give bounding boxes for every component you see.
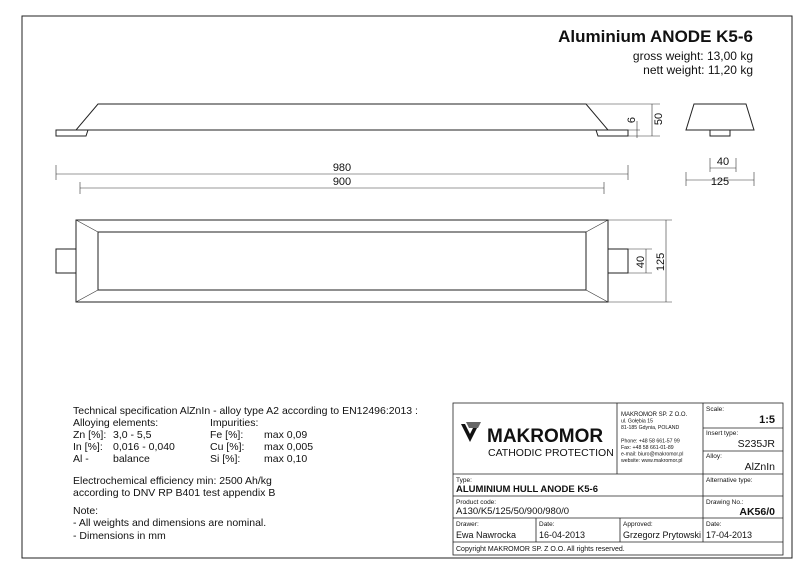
- address-line: Phone: +48 58 661-57 99: [621, 438, 680, 445]
- scale-label: Scale:: [706, 406, 725, 413]
- drawing-title: Aluminium ANODE K5-6: [558, 27, 753, 46]
- approved-label: Approved:: [623, 521, 653, 528]
- alloying-element: In [%]:: [73, 441, 103, 453]
- side-view-left-insert: [56, 130, 88, 136]
- address-line: e-mail: biuro@makromor.pl: [621, 451, 684, 458]
- spec-heading: Technical specification AlZnIn - alloy type A2 according to EN12496:2013 :: [73, 405, 418, 417]
- note-line-2: - Dimensions in mm: [73, 530, 166, 542]
- end-view-body: [686, 104, 754, 130]
- impurities-label: Impurities:: [210, 417, 259, 429]
- insert-type-value: S235JR: [737, 438, 775, 450]
- side-view-right-insert: [596, 130, 628, 136]
- type-value: ALUMINIUM HULL ANODE K5-6: [456, 484, 598, 495]
- date1-value: 16-04-2013: [539, 530, 586, 540]
- scale-value: 1:5: [759, 414, 775, 426]
- makromor-logo: [461, 422, 614, 459]
- alt-type-label: Alternative type:: [706, 477, 753, 484]
- alloy-value: AlZnIn: [744, 461, 775, 473]
- company-address: [621, 412, 688, 464]
- gross-weight: gross weight: 13,00 kg: [632, 49, 753, 63]
- nett-weight: nett weight: 11,20 kg: [643, 63, 753, 77]
- dim-end-bottom-width: 125: [710, 176, 730, 188]
- alloying-value: 3,0 - 5,5: [113, 429, 152, 441]
- company-name: MAKROMOR: [487, 426, 604, 447]
- address-line: ul. Gołębia 15: [621, 418, 654, 425]
- product-code-value: A130/K5/125/50/900/980/0: [456, 506, 570, 517]
- impurity-value: max 0,005: [264, 441, 314, 453]
- dim-flange-height: 6: [626, 116, 638, 124]
- drawing-no-value: AK56/0: [739, 506, 775, 518]
- date1-label: Date:: [539, 521, 555, 528]
- length-dimensions: [56, 162, 628, 194]
- dim-body-length: 900: [332, 176, 352, 188]
- end-view-insert: [710, 130, 730, 136]
- address-line: MAKROMOR SP. Z O.O.: [621, 412, 688, 418]
- title-block: [453, 403, 783, 555]
- dim-total-height: 50: [653, 112, 665, 126]
- note-line-1: - All weights and dimensions are nominal.: [73, 517, 267, 529]
- impurity-element: Si [%]:: [210, 453, 241, 465]
- efficiency-line-2: according to DNV RP B401 test appendix B: [73, 487, 276, 499]
- plan-view-inner: [98, 232, 586, 290]
- drawer-value: Ewa Nawrocka: [456, 530, 517, 540]
- alloying-label: Alloying elements:: [73, 417, 159, 429]
- dim-end-top-width: 40: [716, 156, 730, 168]
- alloy-label: Alloy:: [706, 453, 722, 460]
- dim-overall-length: 980: [332, 162, 352, 174]
- plan-view-right-insert: [608, 249, 628, 273]
- impurity-value: max 0,09: [264, 429, 308, 441]
- drawer-label: Drawer:: [456, 521, 479, 528]
- side-view-body: [76, 104, 608, 130]
- technical-specification: [73, 405, 418, 542]
- insert-type-label: Insert type:: [706, 430, 739, 437]
- impurity-element: Cu [%]:: [210, 441, 245, 453]
- impurity-value: max 0,10: [264, 453, 308, 465]
- alloying-value: 0,016 - 0,040: [113, 441, 175, 453]
- plan-view: [56, 220, 672, 302]
- end-view: [686, 104, 754, 188]
- alloying-element: Al -: [73, 453, 89, 465]
- date2-value: 17-04-2013: [706, 530, 753, 540]
- drawing-no-label: Drawing No.:: [706, 499, 744, 506]
- efficiency-line-1: Electrochemical efficiency min: 2500 Ah/kg: [73, 475, 272, 487]
- type-label: Type:: [456, 477, 472, 484]
- address-line: 81-185 Gdynia, POLAND: [621, 425, 680, 432]
- note-label: Note:: [73, 505, 99, 517]
- dim-plan-core: 40: [635, 255, 647, 269]
- date2-label: Date:: [706, 521, 722, 528]
- side-view: [56, 104, 665, 138]
- plan-view-left-insert: [56, 249, 76, 273]
- copyright: Copyright MAKROMOR SP. Z O.O. All rights reserved.: [456, 546, 625, 553]
- alloying-element: Zn [%]:: [73, 429, 107, 441]
- address-line: website: www.makromor.pl: [621, 458, 683, 465]
- dim-plan-width: 125: [655, 252, 667, 272]
- approved-value: Grzegorz Prytowski: [623, 530, 702, 540]
- address-line: Fax: +48 58 661-01-89: [621, 445, 674, 451]
- company-subtitle: CATHODIC PROTECTION: [488, 447, 614, 459]
- impurity-element: Fe [%]:: [210, 429, 244, 441]
- alloying-value: balance: [113, 453, 150, 465]
- product-code-label: Product code:: [456, 499, 497, 506]
